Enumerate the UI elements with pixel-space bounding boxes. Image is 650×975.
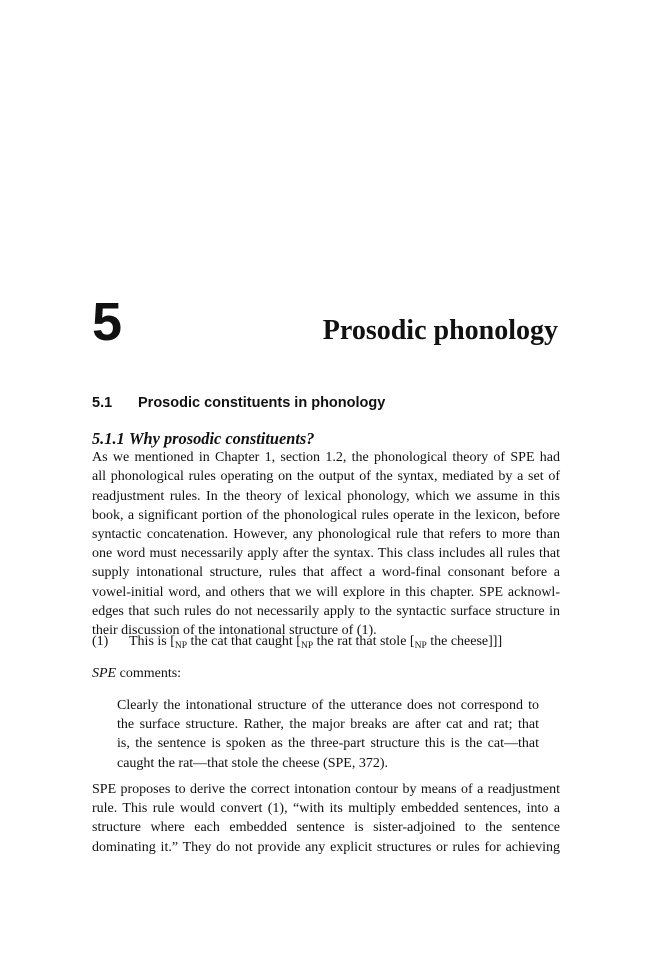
- section-heading: [92, 394, 385, 412]
- section-number: 5.1: [92, 395, 113, 411]
- paragraph-line: edges that such rules do not necessarily apply to the syntactic surface structure in: [92, 603, 560, 619]
- quote-line: Clearly the intonational structure of the utterance does not correspond to: [117, 698, 539, 713]
- paragraph-line: dominating it.” They do not provide any explicit structures or rules for achieving: [92, 839, 560, 855]
- closing-block: [92, 780, 560, 857]
- quote-line: is, the sentence is spoken as the three-part structure this is the cat—that: [117, 736, 539, 752]
- example-1: [92, 632, 560, 656]
- paragraph-line: vowel-initial word, and others that we will explore in this chapter. SPE acknowl-: [92, 584, 560, 600]
- paragraph-line: book, a significant portion of the phonological rules operate in the lexicon, before: [92, 507, 560, 523]
- subsection-title: Why prosodic constituents?: [129, 429, 315, 448]
- paragraph-2: [92, 780, 560, 857]
- example-label: (1): [92, 634, 109, 649]
- paragraph-line: supply intonational structure, rules that affect a word-final consonant before a: [92, 565, 560, 581]
- chapter-title: Prosodic phonology: [322, 315, 558, 346]
- example-text: the rat that stole [: [313, 634, 415, 649]
- spe-abbrev: SPE: [92, 666, 117, 681]
- paragraph-line: their discussion of the intonational structure of (1).: [92, 623, 377, 639]
- comments-text: comments:: [116, 666, 182, 681]
- subsection-heading: [92, 429, 560, 448]
- example-text: the cat that caught [: [187, 634, 301, 649]
- paragraph-line: readjustment rules. In the theory of lexical phonology, which we assume in this: [92, 488, 560, 504]
- section-title: Prosodic constituents in phonology: [138, 395, 386, 411]
- paragraph-1: [92, 448, 560, 640]
- paragraph-line: rule. This rule would convert (1), “with its multiply embedded sentences, into a: [92, 801, 560, 817]
- subsection-block: [92, 429, 560, 640]
- paragraph-line: As we mentioned in Chapter 1, section 1.2, the phonological theory of SPE had: [92, 450, 560, 466]
- example-text: the cheese]]]: [426, 634, 503, 649]
- quote-line: caught the rat—that stole the cheese (SPE, 372).: [117, 755, 388, 771]
- subsection-number: 5.1.1: [92, 429, 125, 448]
- example-text: This is [: [129, 634, 175, 649]
- np-subscript: NP: [414, 641, 427, 651]
- chapter-number: 5: [92, 292, 123, 352]
- paragraph-line: one word must necessarily apply after the syntax. This class includes all rules that: [92, 546, 560, 562]
- paragraph-line: all phonological rules operating on the output of the syntax, mediated by a set of: [92, 469, 560, 485]
- paragraph-line: syntactic concatenation. However, any phonological rule that refers to more than: [92, 527, 560, 543]
- spe-comments: [92, 664, 181, 683]
- np-subscript: NP: [174, 641, 188, 651]
- paragraph-line: SPE proposes to derive the correct intonation contour by means of a readjustment: [92, 782, 560, 797]
- quote-line: the surface structure. Rather, the major breaks are after cat and rat; that: [117, 717, 539, 733]
- paragraph-line: structure where each embedded sentence is sister-adjoined to the sentence: [92, 820, 560, 836]
- np-subscript: NP: [300, 641, 314, 651]
- block-quote: [117, 696, 539, 773]
